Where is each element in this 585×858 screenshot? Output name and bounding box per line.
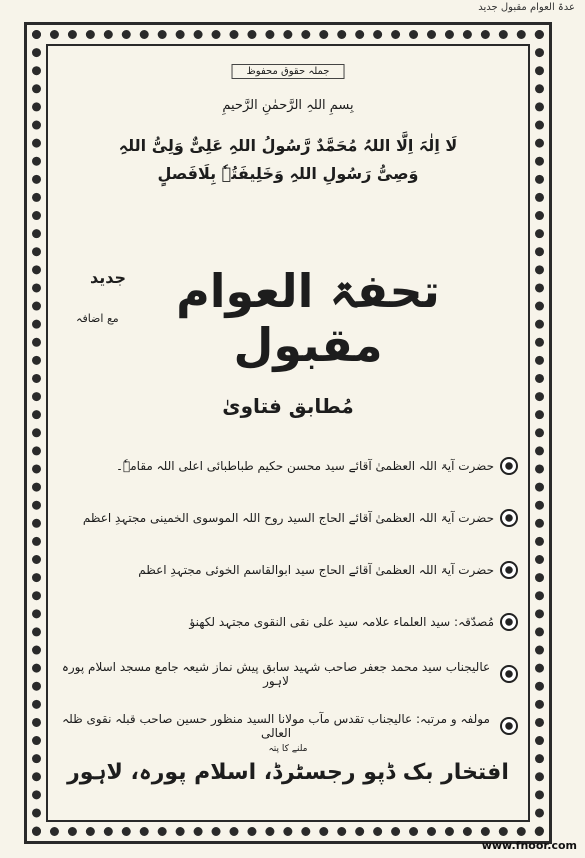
list-item-text: حضرت آیۃ اللہ العظمیٰ آقائے سید محسن حکیم طباطبائی اعلی اللہ مقامہٗ۔ — [116, 459, 494, 473]
mulne-ka-pata: ملنے کا پتہ — [268, 744, 308, 754]
publisher-name: افتخار بک ڈپو رجسٹرڈ، اسلام پورہ، لاہور — [67, 760, 509, 785]
bullet-icon — [500, 613, 518, 631]
list-item-text: مُصدّقہ: سید العلماء علامہ سید علی نقی النقوی مجتہد لکھنؤ — [189, 615, 494, 629]
kalima-line-2: وَصِیُّ رَسُولِ اللہِ وَخَلِیفَتُہٗ بِلَافَصلٍ — [157, 164, 419, 183]
list-item-text: حضرت آیۃ اللہ العظمیٰ آقائے الحاج سید ابوالقاسم الخوئی مجتہدِ اعظم — [138, 563, 494, 577]
bullet-icon — [500, 561, 518, 579]
bullet-icon — [500, 457, 518, 475]
list-item-text: مولفہ و مرتبہ: عالیجناب تقدس مآب مولانا السید منظور حسین صاحب قبلہ نقوی ظلہ العالی — [62, 712, 490, 740]
title-page — [58, 56, 518, 812]
list-item — [58, 544, 518, 596]
jadeed-label: جدید — [90, 268, 127, 287]
subtitle: مُطابق فتاویٰ — [222, 394, 354, 418]
list-item-text: عالیجناب سید محمد جعفر صاحب شہید سابق پیش نماز شیعہ جامع مسجد اسلام پورہ لاہور — [61, 660, 491, 688]
list-item — [58, 596, 518, 648]
kalima-line-1: لَا اِلٰہَ اِلَّا اللہُ مُحَمَّدٌ رَّسُولُ اللہِ عَلِیٌّ وَلِیُّ اللہِ — [118, 136, 458, 155]
bullet-icon — [500, 717, 518, 735]
list-item-text: حضرت آیۃ اللہ العظمیٰ آقائے الحاج السید روح اللہ الموسوی الخمینی مجتہدِ اعظم — [82, 511, 494, 525]
list-item — [58, 492, 518, 544]
footer-url: www.fnoor.com — [481, 839, 577, 852]
copyright-cartouche: جملہ حقوق محفوظ — [232, 64, 345, 79]
corner-handwritten-note: عدۃ العوام مقبول جدید — [478, 2, 575, 13]
bullet-icon — [500, 665, 518, 683]
bullet-icon — [500, 509, 518, 527]
bismillah: بِسمِ اللہِ الرَّحمٰنِ الرَّحیمِ — [222, 98, 354, 113]
list-item — [58, 440, 518, 492]
authority-list — [58, 440, 518, 752]
ma-izafa-label: مع اضافہ — [76, 312, 119, 325]
list-item — [58, 648, 518, 700]
book-title: تحفۃ العوام مقبول — [176, 264, 440, 372]
